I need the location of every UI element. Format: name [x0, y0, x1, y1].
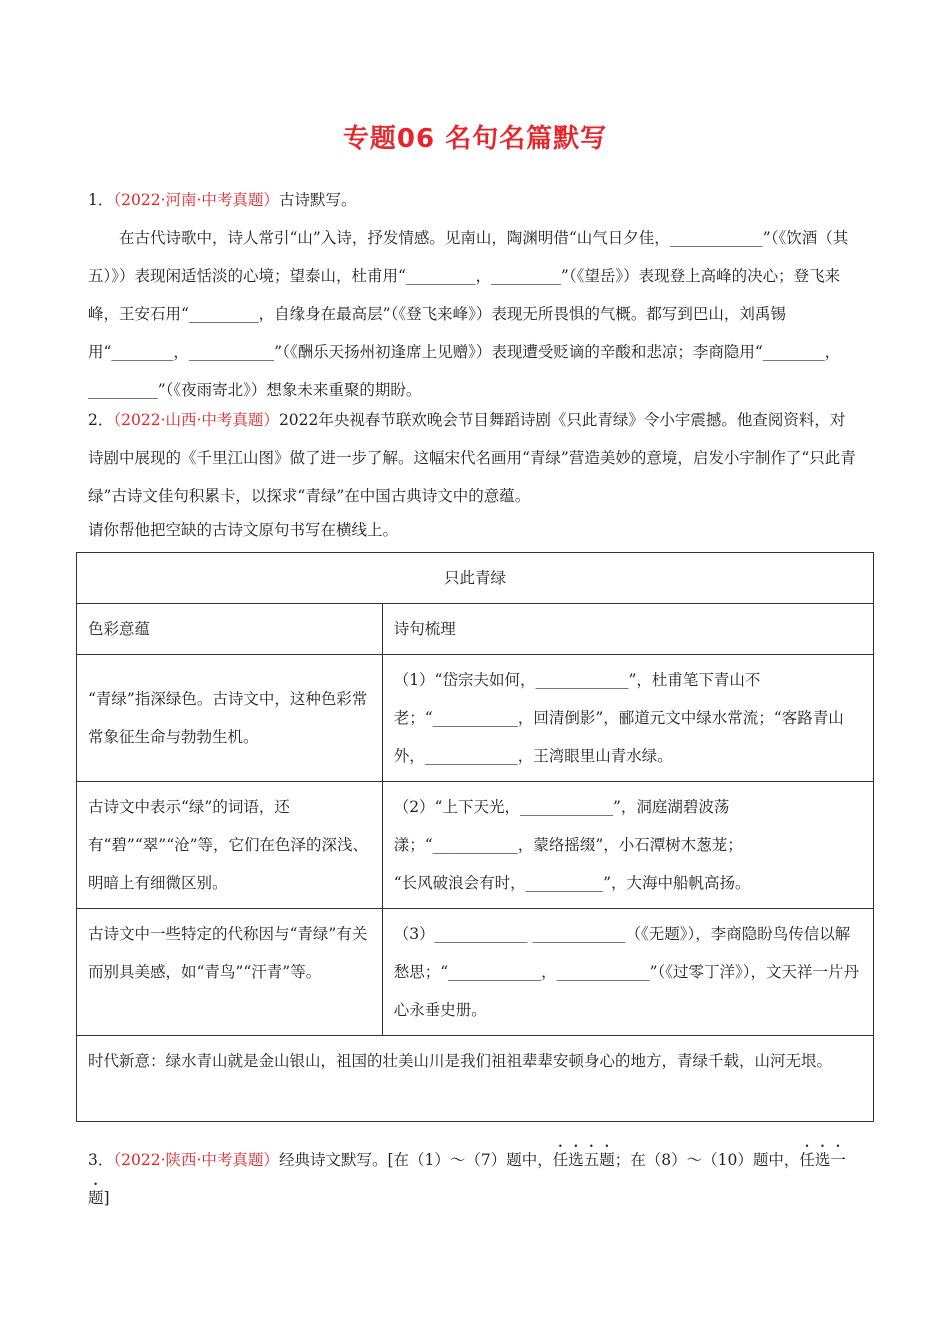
- row-2-verses-part2: “长风破浪会有时，__________”，大海中船帆高扬。: [393, 874, 751, 892]
- row-3-meaning: 古诗文中一些特定的代称因与“青绿”有关而别具美感，如“青鸟”“汗青”等。: [77, 909, 383, 1036]
- question-3: [88, 1141, 858, 1217]
- row-1-verses: （1）“岱宗夫如何，____________”，杜甫笔下青山不老；“___________，回清倒影”，郦道元文中绿水常流；“客路青山外，____________，王湾眼里山青水绿。: [382, 655, 873, 782]
- question-3-text-2: ；在（8）～（10）题中，: [614, 1151, 800, 1169]
- row-3-verses: （3）____________ ____________（《无题》），李商隐盼鸟传信以解愁思；“____________，____________”（《过零丁洋》），文天祥一片丹心永垂史册。: [382, 909, 873, 1036]
- table-header-row: [77, 604, 874, 655]
- question-1-header: [88, 181, 858, 219]
- header-verses: 诗句梳理: [382, 604, 873, 655]
- question-1-lead: 古诗默写。: [278, 191, 357, 209]
- row-2-meaning: 古诗文中表示“绿”的词语，还有“碧”“翠”“沧”等，它们在色泽的深浅、明暗上有细微区别。: [77, 782, 383, 909]
- row-2-verses-part1: （2）“上下天光，____________”，洞庭湖碧波荡漾；“___________，蒙络摇缀”，小石潭树木葱茏；: [393, 798, 743, 854]
- question-1: [88, 181, 858, 409]
- question-2-number: 2．: [88, 411, 114, 429]
- question-3-text-1: 经典诗文默写。[在（1）～（7）题中，: [278, 1151, 553, 1169]
- table-row: [77, 655, 874, 782]
- table-footer-row: [77, 1036, 874, 1122]
- page-title: 专题06 名句名篇默写: [342, 124, 608, 154]
- table-row: [77, 909, 874, 1036]
- table-caption: 只此青绿: [77, 553, 874, 604]
- question-1-source: （2022·河南·中考真题）: [113, 191, 279, 209]
- question-3-source: （2022·陕西·中考真题）: [113, 1151, 279, 1169]
- question-2-source: （2022·山西·中考真题）: [113, 411, 279, 429]
- header-color-meaning: 色彩意蕴: [77, 604, 383, 655]
- question-3-emphasis-2: 任选一题: [88, 1151, 846, 1207]
- question-1-number: 1．: [88, 191, 114, 209]
- question-2-instruction: 请你帮他把空缺的古诗文原句书写在横线上。: [88, 521, 399, 539]
- table-footer: 时代新意：绿水青山就是金山银山，祖国的壮美山川是我们祖祖辈辈安顿身心的地方，青绿千载，山河无垠。: [77, 1036, 874, 1122]
- question-3-number: 3．: [88, 1151, 114, 1169]
- question-2-text: 2022年央视春节联欢晚会节目舞蹈诗剧《只此青绿》令小宇震撼。他查阅资料，对诗剧中展现的《千里江山图》做了进一步了解。这幅宋代名画用“青绿”营造美妙的意境，启发小宇制作了“只此青绿”古诗文佳句积累卡，以探求“青绿”在中国古典诗文中的意蕴。: [88, 411, 856, 505]
- question-2: [88, 401, 858, 545]
- row-2-verses: [382, 782, 873, 909]
- question-1-body: 在古代诗歌中，诗人常引“山”入诗，抒发情感。见南山，陶渊明借“山气日夕佳，____________”（《饮酒（其五）》）表现闲适恬淡的心境；望泰山，杜甫用“_________，_________”（《望岳》）表现登上高峰的决心；登飞来峰，王安石用“_________，自缘身在最高层”（《登飞来峰》）表现无所畏惧的气概。都写到巴山，刘禹锡用“________，___________”（《酬乐天扬州初逢席上见赠》）表现遭受贬谪的辛酸和悲凉；李商隐用“________，_________”（《夜雨寄北》）想象未来重聚的期盼。: [88, 229, 849, 399]
- question-3-text-3: ]: [103, 1189, 110, 1207]
- question-3-emphasis-1: 任选五题: [552, 1151, 615, 1169]
- row-1-meaning: “青绿”指深绿色。古诗文中，这种色彩常常象征生命与勃勃生机。: [77, 655, 383, 782]
- table-caption-row: [77, 553, 874, 604]
- question-2-body: [88, 401, 858, 515]
- verse-table: [76, 552, 874, 1122]
- table-row: [77, 782, 874, 909]
